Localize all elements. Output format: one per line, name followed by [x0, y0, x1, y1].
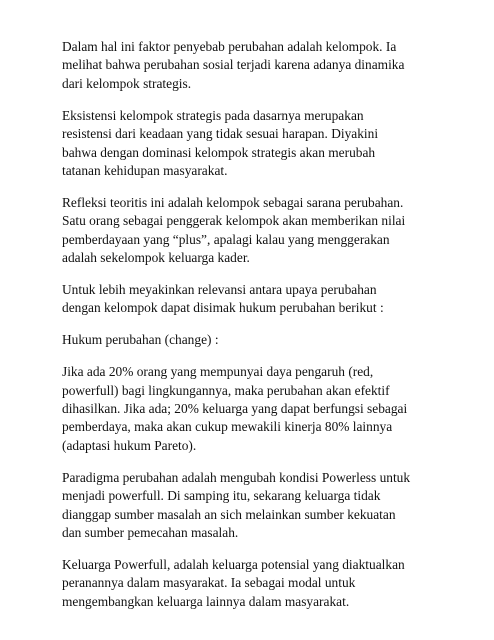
paragraph-relevansi-hukum-perubahan: Untuk lebih meyakinkan relevansi antara upaya perubahan dengan kelompok dapat disimak hukum perubahan berikut :	[62, 281, 384, 316]
paragraph-kelompok-penyebab-perubahan: Dalam hal ini faktor penyebab perubahan adalah kelompok. Ia melihat bahwa perubahan sosial terjadi karena adanya dinamika dari kelompok strategis.	[62, 39, 405, 91]
paragraph-eksistensi-kelompok-strategis: Eksistensi kelompok strategis pada dasarnya merupakan resistensi dari keadaan yang tidak sesuai harapan. Diyakini bahwa dengan dominasi kelompok strategis akan merubah tatanan kehidupan masyarakat.	[62, 107, 379, 178]
document-page	[62, 38, 478, 625]
paragraph-paradigma-perubahan: Paradigma perubahan adalah mengubah kondisi Powerless untuk menjadi powerfull. Di samping itu, sekarang keluarga tidak dianggap sumber masalah an sich melainkan sumber kekuatan dan sumber pemecahan masalah.	[62, 469, 411, 540]
paragraph-keluarga-powerfull: Keluarga Powerfull, adalah keluarga potensial yang diaktualkan peranannya dalam masyarakat. Ia sebagai modal untuk mengembangkan keluarga lainnya dalam masyarakat.	[62, 556, 405, 609]
paragraph-hukum-pareto: Jika ada 20% orang yang mempunyai daya pengaruh (red, powerfull) bagi lingkungannya, maka perubahan akan efektif dihasilkan. Jika ada; 20% keluarga yang dapat berfungsi sebagai pemberdaya, maka akan cukup mewakili kinerja 80% lainnya (adaptasi hukum Pareto).	[62, 364, 408, 453]
paragraph-refleksi-teoritis: Refleksi teoritis ini adalah kelompok sebagai sarana perubahan. Satu orang sebagai penggerak kelompok akan memberikan nilai pemberdayaan yang “plus”, apalagi kalau yang menggerakan adalah sekelompok keluarga kader.	[62, 194, 406, 266]
paragraph-hukum-perubahan-heading: Hukum perubahan (change) :	[62, 332, 219, 348]
